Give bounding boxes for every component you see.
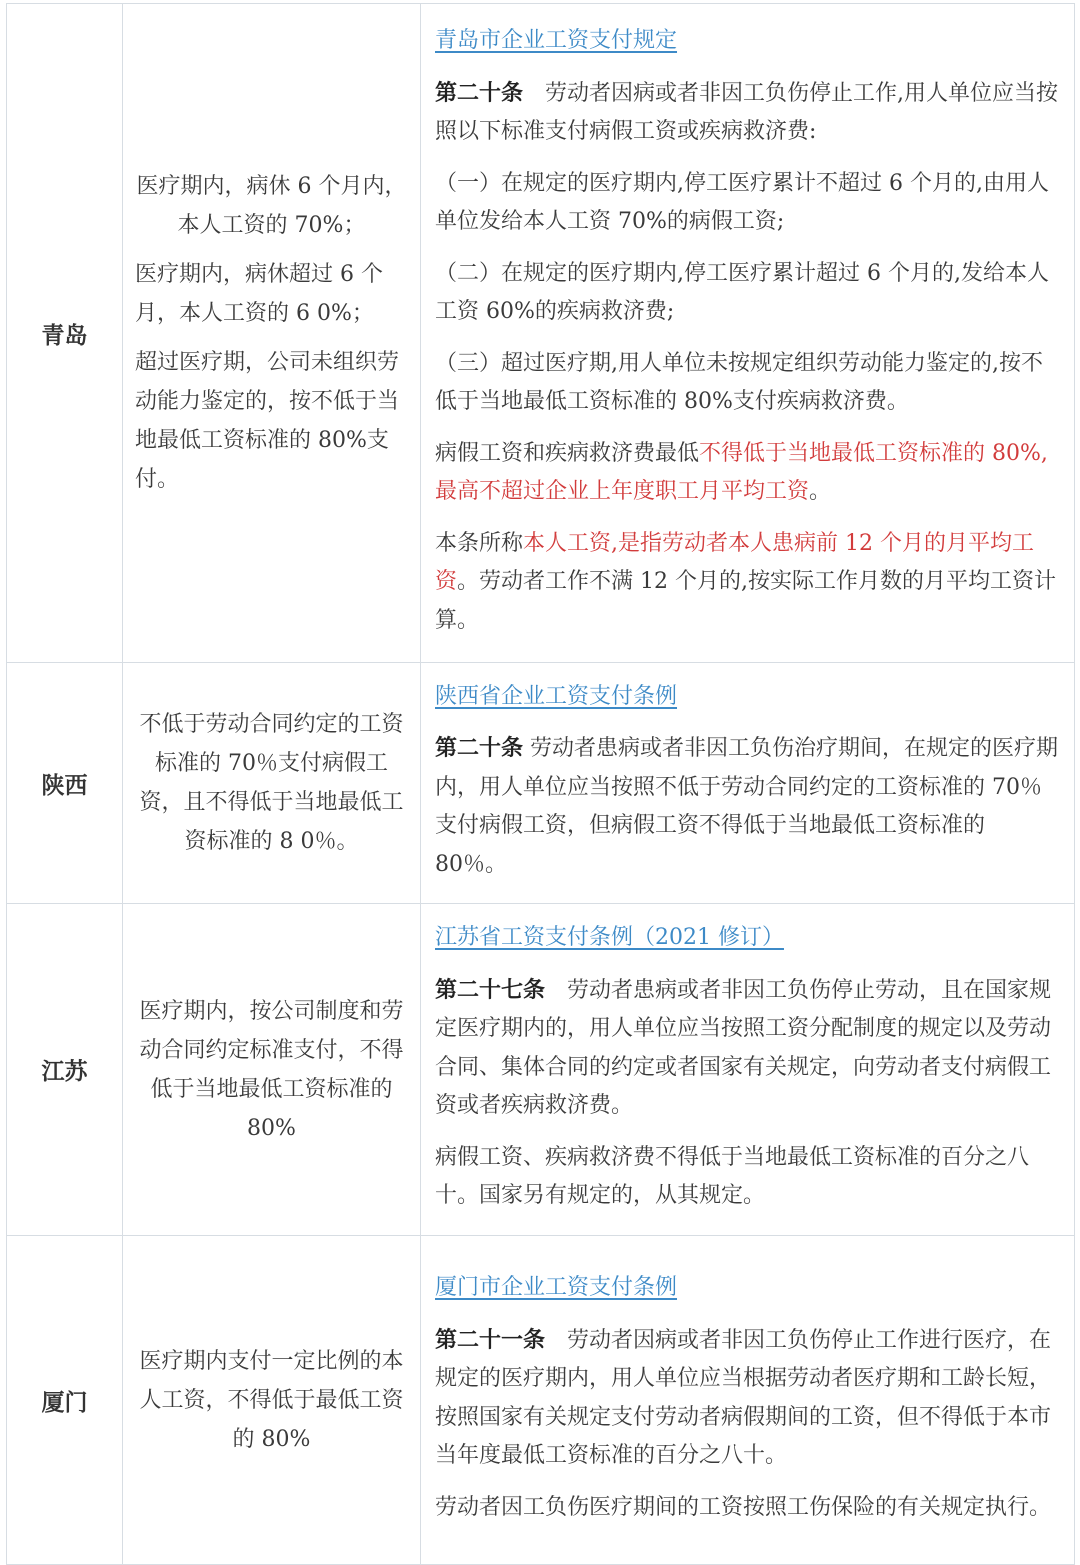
article-text: 劳动者因病或者非因工负伤停止工作,用人单位应当按照以下标准支付病假工资或疾病救济费: [435,80,1059,144]
city-cell: 青岛 [7,4,123,663]
article-item: （二）在规定的医疗期内,停工医疗累计超过 6 个月的,发给本人工资 60%的疾病救济费; [435,260,1049,324]
article-text: 劳动者患病或者非因工负伤停止劳动，且在国家规定医疗期内的，用人单位应当按照工资分配制度的规定以及劳动合同、集体合同的约定或者国家有关规定，向劳动者支付病假工资或者疾病救济费。 [435,977,1052,1119]
article-text: 劳动者患病或者非因工负伤治疗期间，在规定的医疗期内，用人单位应当按照不低于劳动合同约定的工资标准的 70％支付病假工资，但病假工资不得低于当地最低工资标准的 80％。 [435,736,1059,877]
table-row-shaanxi [7,663,1075,904]
regional-sick-pay-table [6,3,1075,1565]
law-title-link[interactable]: 陕西省企业工资支付条例 [435,683,678,709]
city-cell: 陕西 [7,663,123,904]
law-title-link[interactable]: 厦门市企业工资支付条例 [435,1275,678,1300]
summary-item: 医疗期内，病休 6 个月内，本人工资的 70%； [136,174,407,238]
city-cell: 厦门 [7,1236,123,1565]
text-span: 病假工资和疾病救济费最低 [435,440,700,466]
article-label: 第二十条 [435,79,524,106]
law-cell [421,1236,1075,1565]
city-cell: 江苏 [7,904,123,1236]
summary-cell [123,663,421,904]
summary-item: 超过医疗期，公司未组织劳动能力鉴定的，按不低于当地最低工资标准的 80%支付。 [135,350,400,492]
article-item: （三）超过医疗期,用人单位未按规定组织劳动能力鉴定的,按不低于当地最低工资标准的 80%支付疾病救济费。 [435,350,1043,414]
article-paragraph: 劳动者因工负伤医疗期间的工资按照工伤保险的有关规定执行。 [435,1494,1052,1520]
summary-cell [123,4,421,663]
article-paragraph: 病假工资、疾病救济费不得低于当地最低工资标准的百分之八十。国家另有规定的，从其规定。 [435,1144,1030,1209]
table-row-xiamen [7,1236,1075,1565]
text-span: 。 [809,479,832,504]
law-title-link[interactable]: 江苏省工资支付条例（2021 修订） [435,925,784,951]
article-item: （一）在规定的医疗期内,停工医疗累计不超过 6 个月的,由用人单位发给本人工资 70%的病假工资; [435,170,1049,234]
summary-cell [123,904,421,1236]
article-label: 第二十七条 [435,976,546,1003]
highlight-text: 本人工资,是指劳动者本人患病前 12 个月的月平均工资 [435,530,1034,594]
law-cell [421,904,1075,1236]
article-label: 第二十条 [435,735,524,762]
table-row-qingdao [7,4,1075,663]
summary-item: 医疗期内，病休超过 6 个月，本人工资的 6 0%； [135,262,383,326]
article-text: 劳动者因病或者非因工负伤停止工作进行医疗，在规定的医疗期内，用人单位应当根据劳动者医疗期和工龄长短，按照国家有关规定支付劳动者病假期间的工资，但不得低于本市当年度最低工资标准的百分之八十。 [435,1327,1052,1468]
article-label: 第二十一条 [435,1326,546,1353]
law-cell [421,663,1075,904]
text-span: 。劳动者工作不满 12 个月的,按实际工作月数的月平均工资计算。 [435,569,1056,633]
summary-item: 不低于劳动合同约定的工资标准的 70％支付病假工资，且不得低于当地最低工资标准的 8 0％。 [139,712,404,854]
summary-item: 医疗期内，按公司制度和劳动合同约定标准支付，不得低于当地最低工资标准的 80% [139,998,404,1141]
summary-cell [123,1236,421,1565]
table-row-jiangsu [7,904,1075,1236]
summary-item: 医疗期内支付一定比例的本人工资，不得低于最低工资的 80% [139,1348,404,1452]
highlight-text: 不得低于当地最低工资标准的 80%,最高不超过企业上年度职工月平均工资 [435,440,1048,504]
law-cell [421,4,1075,663]
law-title-link[interactable]: 青岛市企业工资支付规定 [435,28,678,53]
article-paragraph [435,525,1060,641]
article-paragraph [435,435,1060,512]
text-span: 本条所称 [435,530,524,556]
